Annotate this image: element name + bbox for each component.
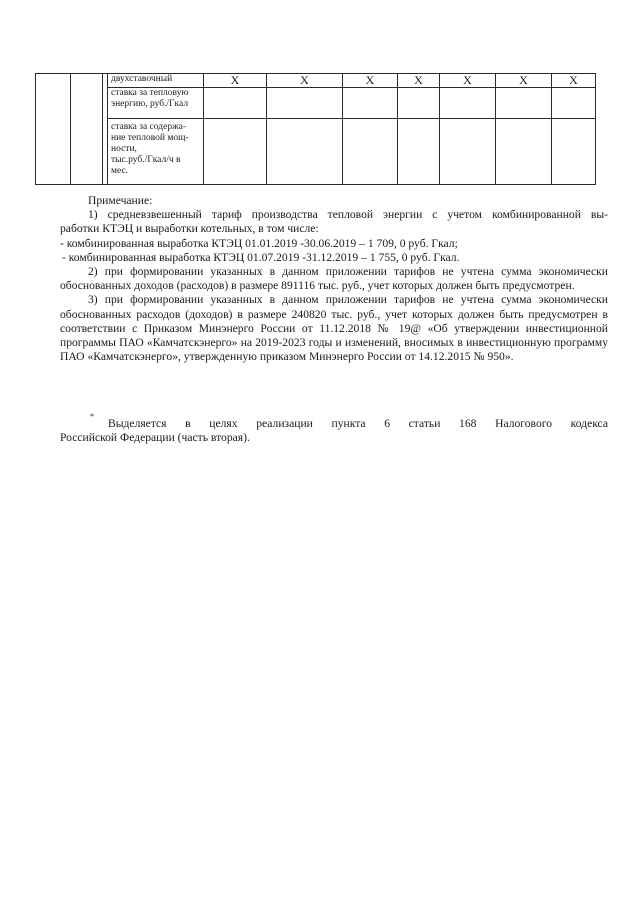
tariff-table [35,73,596,185]
table-cell [496,119,552,185]
table-cell [343,88,398,119]
note-1-sub-2: - комбинированная выработка КТЭЦ 01.07.2019 -31.12.2019 – 1 755, 0 руб. Гкал. [62,250,460,264]
table-row [36,88,596,119]
table-cell [343,119,398,185]
table-cell [440,88,496,119]
table-cell [267,119,343,185]
table-cell [398,119,440,185]
table-row [36,119,596,185]
footnote-line-2: Российской Федерации (часть вторая). [60,431,250,445]
table-cell: Х [343,74,398,88]
table-cell: Х [267,74,343,88]
table-cell [496,88,552,119]
row-label: двухставочный [108,74,204,88]
table-stub-cell [36,74,108,185]
note-1-line-1: 1) средневзвешенный тариф производства тепловой энергии с учетом комбинированной вы- [88,208,608,222]
notes-section [60,194,608,364]
note-3: 3) при формировании указанных в данном приложении тарифов не учтена сумма экономически обоснованных расходов (доходов) в размере 240820 тыс. руб., учет которых должен быть предусмотрен в соответствии с Приказом Минэнерго России от 11.12.2018 № 19@ «Об утверждении инвестиционной программы ПАО «Камчатскэнерго» на 2019-2023 годы и изменений, вносимых в инвестиционную программу ПАО «Камчатскэнерго», утвержденную приказом Минэнерго России от 14.12.2015 № 950». [60,293,608,364]
table-cell [552,119,596,185]
table-cell [204,88,267,119]
table-cell [398,88,440,119]
row-label: ставка за тепловую энергию, руб./Гкал [108,88,204,119]
table-row [36,74,596,88]
note-1-sub-1: - комбинированная выработка КТЭЦ 01.01.2019 -30.06.2019 – 1 709, 0 руб. Гкал; [60,236,458,250]
notes-heading: Примечание: [88,194,153,207]
table-cell: Х [398,74,440,88]
table-cell: Х [440,74,496,88]
table-cell: Х [552,74,596,88]
row-label: ставка за содержа- ние тепловой мощ- ности, тыс.руб./Гкал/ч в мес. [108,119,204,185]
table-cell: Х [496,74,552,88]
footnote [60,413,608,445]
table-cell [552,88,596,119]
note-2: 2) при формировании указанных в данном приложении тарифов не учтена сумма экономически обоснованных доходов (расходов) в размере 891116 тыс. руб., учет которых должен быть предусмотрен. [60,265,608,293]
table-cell [267,88,343,119]
table-cell [204,119,267,185]
note-1-line-2: работки КТЭЦ и выработки котельных, в том числе: [60,222,319,236]
footnote-mark: * [90,412,94,421]
table-cell: Х [204,74,267,88]
footnote-line-1: Выделяется в целях реализации пункта 6 статьи 168 Налогового кодекса [108,416,608,430]
table-cell [440,119,496,185]
